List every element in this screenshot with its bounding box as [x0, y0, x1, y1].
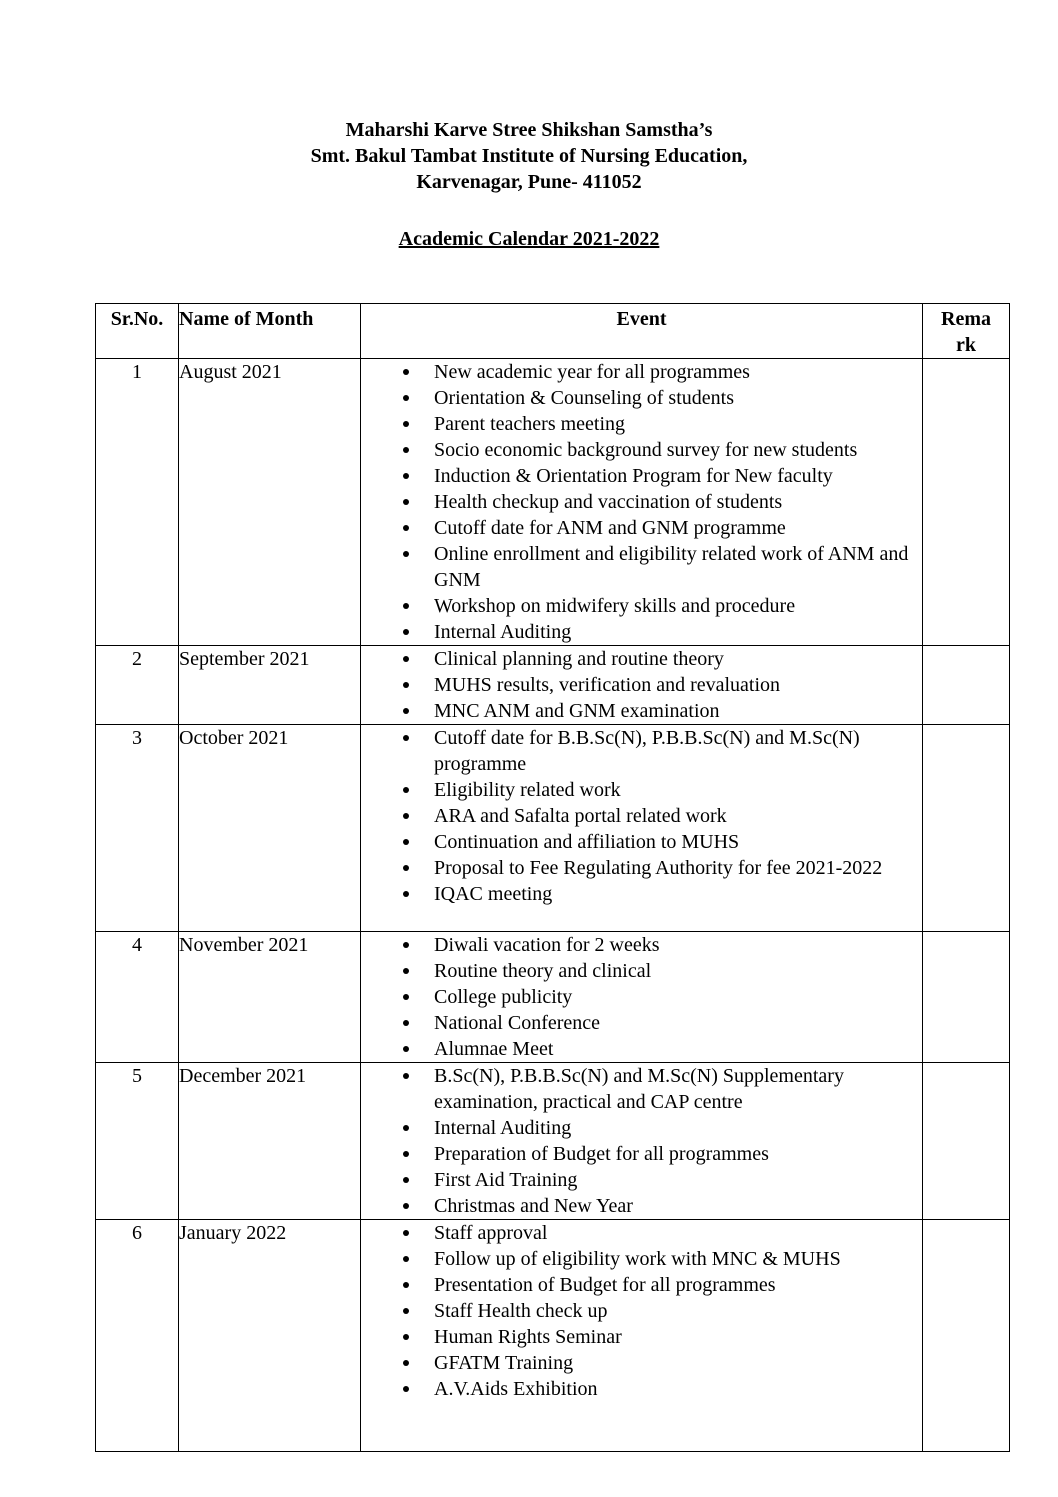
row-month: October 2021	[179, 725, 361, 932]
row-sr-no: 2	[96, 646, 179, 725]
row-remark	[923, 725, 1010, 932]
table-row	[96, 646, 1010, 725]
event-item: Induction & Orientation Program for New faculty	[361, 463, 922, 489]
row-sr-no: 4	[96, 932, 179, 1063]
event-item: MNC ANM and GNM examination	[361, 698, 922, 724]
event-item: First Aid Training	[361, 1167, 922, 1193]
column-header-event: Event	[361, 304, 923, 359]
event-item: Health checkup and vaccination of students	[361, 489, 922, 515]
event-item: MUHS results, verification and revaluation	[361, 672, 922, 698]
academic-calendar-table	[95, 303, 1010, 1452]
event-item: National Conference	[361, 1010, 922, 1036]
event-item: Continuation and affiliation to MUHS	[361, 829, 922, 855]
row-sr-no: 6	[96, 1220, 179, 1452]
row-month: August 2021	[179, 359, 361, 646]
row-events	[361, 646, 923, 725]
table-row	[96, 932, 1010, 1063]
event-item: Parent teachers meeting	[361, 411, 922, 437]
row-sr-no: 3	[96, 725, 179, 932]
event-item: Diwali vacation for 2 weeks	[361, 932, 922, 958]
event-item: Online enrollment and eligibility related work of ANM and GNM	[361, 541, 922, 593]
event-item: Preparation of Budget for all programmes	[361, 1141, 922, 1167]
row-month: December 2021	[179, 1063, 361, 1220]
event-item: New academic year for all programmes	[361, 359, 922, 385]
column-header-month: Name of Month	[179, 304, 361, 359]
table-header-row	[96, 304, 1010, 359]
row-events	[361, 1220, 923, 1452]
table-row	[96, 1063, 1010, 1220]
event-item: IQAC meeting	[361, 881, 922, 907]
row-remark	[923, 932, 1010, 1063]
event-item: Socio economic background survey for new students	[361, 437, 922, 463]
row-remark	[923, 1220, 1010, 1452]
header-line-2: Smt. Bakul Tambat Institute of Nursing Education,	[310, 145, 748, 167]
row-remark	[923, 1063, 1010, 1220]
table-row	[96, 1220, 1010, 1452]
calendar-title-text: Academic Calendar 2021-2022	[398, 228, 660, 250]
row-remark	[923, 646, 1010, 725]
event-item: Workshop on midwifery skills and procedure	[361, 593, 922, 619]
event-item: Cutoff date for B.B.Sc(N), P.B.B.Sc(N) and M.Sc(N) programme	[361, 725, 922, 777]
event-item: Eligibility related work	[361, 777, 922, 803]
row-events	[361, 932, 923, 1063]
event-item: Orientation & Counseling of students	[361, 385, 922, 411]
event-item: Christmas and New Year	[361, 1193, 922, 1219]
calendar-title	[0, 226, 1058, 252]
header-line-3: Karvenagar, Pune- 411052	[416, 171, 642, 193]
institution-header	[0, 117, 1058, 195]
row-events	[361, 725, 923, 932]
column-header-remark	[923, 304, 1010, 359]
event-item: ARA and Safalta portal related work	[361, 803, 922, 829]
event-item: GFATM Training	[361, 1350, 922, 1376]
event-item: Routine theory and clinical	[361, 958, 922, 984]
event-item: Internal Auditing	[361, 619, 922, 645]
table-row	[96, 725, 1010, 932]
table-row	[96, 359, 1010, 646]
row-events	[361, 1063, 923, 1220]
event-item: Alumnae Meet	[361, 1036, 922, 1062]
row-month: September 2021	[179, 646, 361, 725]
event-item: B.Sc(N), P.B.B.Sc(N) and M.Sc(N) Supplementary examination, practical and CAP centre	[361, 1063, 922, 1115]
event-item: Proposal to Fee Regulating Authority for fee 2021-2022	[361, 855, 922, 881]
column-header-remark-line-1: Rema	[941, 308, 991, 330]
header-line-1: Maharshi Karve Stree Shikshan Samstha’s	[345, 119, 713, 141]
event-item: Human Rights Seminar	[361, 1324, 922, 1350]
event-item: Cutoff date for ANM and GNM programme	[361, 515, 922, 541]
column-header-sr-no: Sr.No.	[96, 304, 179, 359]
event-item: Follow up of eligibility work with MNC & MUHS	[361, 1246, 922, 1272]
row-sr-no: 1	[96, 359, 179, 646]
event-item: College publicity	[361, 984, 922, 1010]
row-remark	[923, 359, 1010, 646]
event-item: Staff Health check up	[361, 1298, 922, 1324]
column-header-remark-line-2: rk	[956, 334, 976, 356]
row-events	[361, 359, 923, 646]
event-item: Staff approval	[361, 1220, 922, 1246]
event-item: Internal Auditing	[361, 1115, 922, 1141]
event-item: A.V.Aids Exhibition	[361, 1376, 922, 1402]
event-item: Clinical planning and routine theory	[361, 646, 922, 672]
row-sr-no: 5	[96, 1063, 179, 1220]
row-month: November 2021	[179, 932, 361, 1063]
event-item: Presentation of Budget for all programmes	[361, 1272, 922, 1298]
row-month: January 2022	[179, 1220, 361, 1452]
